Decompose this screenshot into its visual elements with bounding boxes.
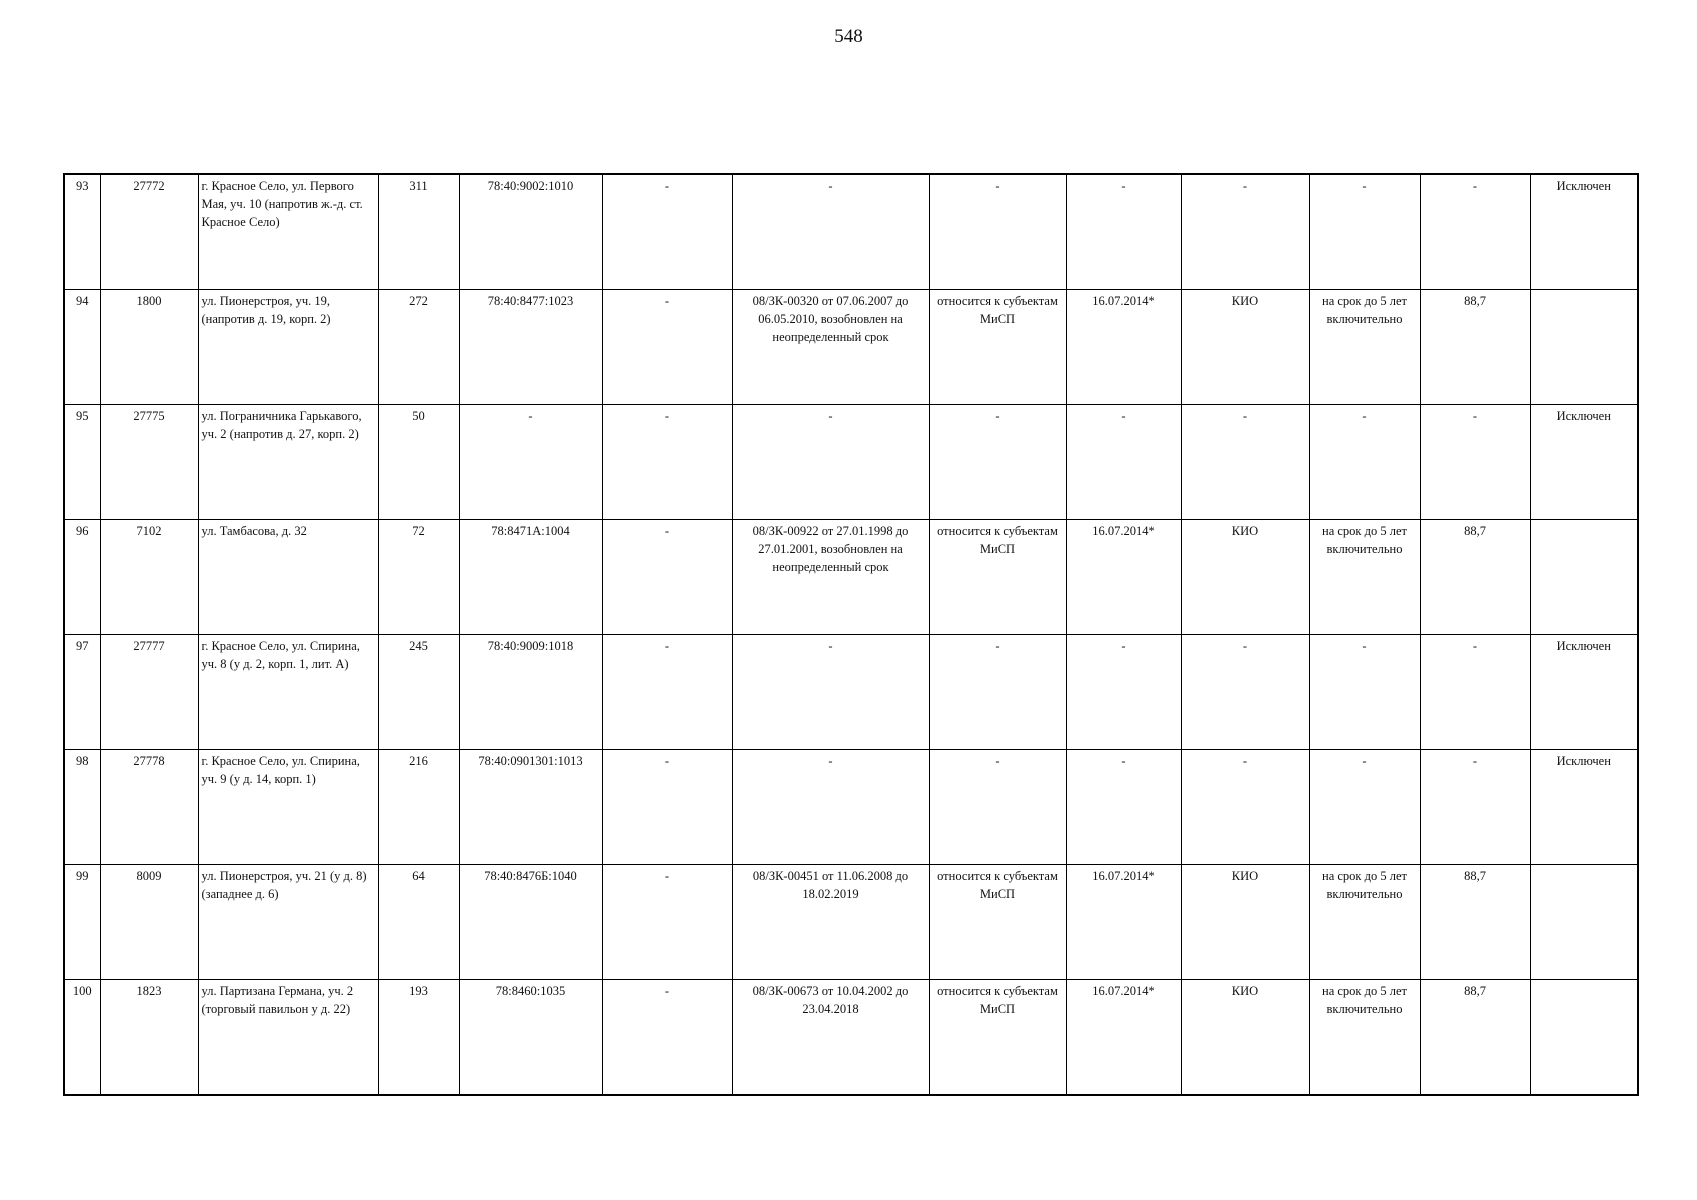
cell-row-number: 94 xyxy=(64,290,100,405)
cell-col-6: - xyxy=(602,980,732,1096)
cell-cadastral-number: - xyxy=(459,405,602,520)
table-row xyxy=(64,980,1638,1096)
cell-authority: КИО xyxy=(1181,290,1309,405)
cell-rate: 88,7 xyxy=(1420,865,1530,980)
cell-address: ул. Пограничника Гарькавого, уч. 2 (напротив д. 27, корп. 2) xyxy=(198,405,378,520)
cell-object-id: 27778 xyxy=(100,750,198,865)
cell-date: 16.07.2014* xyxy=(1066,290,1181,405)
cell-rate: 88,7 xyxy=(1420,980,1530,1096)
cell-term: - xyxy=(1309,405,1420,520)
cell-object-id: 7102 xyxy=(100,520,198,635)
cell-date: - xyxy=(1066,405,1181,520)
cell-status xyxy=(1530,865,1638,980)
cell-row-number: 98 xyxy=(64,750,100,865)
cell-address: ул. Пионерстроя, уч. 19, (напротив д. 19, корп. 2) xyxy=(198,290,378,405)
cell-row-number: 99 xyxy=(64,865,100,980)
cell-rate: - xyxy=(1420,750,1530,865)
table-row xyxy=(64,635,1638,750)
cell-area: 311 xyxy=(378,174,459,290)
cell-row-number: 93 xyxy=(64,174,100,290)
cell-col-6: - xyxy=(602,520,732,635)
cell-address: г. Красное Село, ул. Спирина, уч. 8 (у д. 2, корп. 1, лит. А) xyxy=(198,635,378,750)
cell-area: 50 xyxy=(378,405,459,520)
cell-date: 16.07.2014* xyxy=(1066,980,1181,1096)
cell-contract: 08/ЗК-00320 от 07.06.2007 до 06.05.2010, возобновлен на неопределенный срок xyxy=(732,290,929,405)
cell-term: на срок до 5 лет включительно xyxy=(1309,290,1420,405)
cell-status xyxy=(1530,980,1638,1096)
cell-cadastral-number: 78:8460:1035 xyxy=(459,980,602,1096)
cell-col-6: - xyxy=(602,174,732,290)
cell-cadastral-number: 78:40:0901301:1013 xyxy=(459,750,602,865)
cell-smb-status: - xyxy=(929,635,1066,750)
cell-row-number: 96 xyxy=(64,520,100,635)
cell-col-6: - xyxy=(602,750,732,865)
cell-area: 64 xyxy=(378,865,459,980)
cell-authority: КИО xyxy=(1181,520,1309,635)
cell-contract: - xyxy=(732,405,929,520)
cell-status xyxy=(1530,520,1638,635)
table-row xyxy=(64,520,1638,635)
cell-status xyxy=(1530,290,1638,405)
cell-contract: 08/ЗК-00451 от 11.06.2008 до 18.02.2019 xyxy=(732,865,929,980)
cell-term: - xyxy=(1309,750,1420,865)
table-row xyxy=(64,865,1638,980)
cell-object-id: 1823 xyxy=(100,980,198,1096)
cell-authority: КИО xyxy=(1181,980,1309,1096)
cell-rate: 88,7 xyxy=(1420,520,1530,635)
cell-rate: 88,7 xyxy=(1420,290,1530,405)
cell-col-6: - xyxy=(602,865,732,980)
table-row xyxy=(64,750,1638,865)
cell-date: 16.07.2014* xyxy=(1066,865,1181,980)
cell-row-number: 100 xyxy=(64,980,100,1096)
cell-contract: - xyxy=(732,635,929,750)
cell-authority: - xyxy=(1181,750,1309,865)
cell-contract: - xyxy=(732,174,929,290)
cell-object-id: 27777 xyxy=(100,635,198,750)
cell-authority: КИО xyxy=(1181,865,1309,980)
cell-address: г. Красное Село, ул. Спирина, уч. 9 (у д. 14, корп. 1) xyxy=(198,750,378,865)
cell-col-6: - xyxy=(602,405,732,520)
cell-status: Исключен xyxy=(1530,405,1638,520)
cell-smb-status: относится к субъектам МиСП xyxy=(929,980,1066,1096)
cell-col-6: - xyxy=(602,290,732,405)
cell-term: - xyxy=(1309,635,1420,750)
cell-status: Исключен xyxy=(1530,635,1638,750)
cell-area: 193 xyxy=(378,980,459,1096)
cell-row-number: 97 xyxy=(64,635,100,750)
cell-row-number: 95 xyxy=(64,405,100,520)
cell-authority: - xyxy=(1181,405,1309,520)
cell-smb-status: относится к субъектам МиСП xyxy=(929,290,1066,405)
cell-object-id: 8009 xyxy=(100,865,198,980)
cell-cadastral-number: 78:40:9009:1018 xyxy=(459,635,602,750)
registry-table xyxy=(63,173,1639,1096)
cell-contract: 08/ЗК-00922 от 27.01.1998 до 27.01.2001, возобновлен на неопределенный срок xyxy=(732,520,929,635)
cell-term: на срок до 5 лет включительно xyxy=(1309,865,1420,980)
cell-col-6: - xyxy=(602,635,732,750)
cell-authority: - xyxy=(1181,174,1309,290)
cell-area: 72 xyxy=(378,520,459,635)
table-row xyxy=(64,290,1638,405)
cell-object-id: 1800 xyxy=(100,290,198,405)
cell-contract: 08/ЗК-00673 от 10.04.2002 до 23.04.2018 xyxy=(732,980,929,1096)
cell-date: - xyxy=(1066,174,1181,290)
cell-address: ул. Партизана Германа, уч. 2 (торговый павильон у д. 22) xyxy=(198,980,378,1096)
table-row xyxy=(64,174,1638,290)
cell-address: ул. Пионерстроя, уч. 21 (у д. 8) (западнее д. 6) xyxy=(198,865,378,980)
cell-smb-status: - xyxy=(929,405,1066,520)
cell-object-id: 27775 xyxy=(100,405,198,520)
cell-area: 216 xyxy=(378,750,459,865)
cell-rate: - xyxy=(1420,174,1530,290)
cell-smb-status: - xyxy=(929,750,1066,865)
cell-status: Исключен xyxy=(1530,750,1638,865)
table-row xyxy=(64,405,1638,520)
cell-rate: - xyxy=(1420,405,1530,520)
cell-area: 245 xyxy=(378,635,459,750)
cell-cadastral-number: 78:8471А:1004 xyxy=(459,520,602,635)
cell-authority: - xyxy=(1181,635,1309,750)
cell-status: Исключен xyxy=(1530,174,1638,290)
cell-rate: - xyxy=(1420,635,1530,750)
cell-term: на срок до 5 лет включительно xyxy=(1309,980,1420,1096)
cell-address: ул. Тамбасова, д. 32 xyxy=(198,520,378,635)
cell-date: 16.07.2014* xyxy=(1066,520,1181,635)
cell-term: на срок до 5 лет включительно xyxy=(1309,520,1420,635)
page-number: 548 xyxy=(834,26,863,47)
cell-object-id: 27772 xyxy=(100,174,198,290)
cell-contract: - xyxy=(732,750,929,865)
cell-address: г. Красное Село, ул. Первого Мая, уч. 10 (напротив ж.-д. ст. Красное Село) xyxy=(198,174,378,290)
cell-area: 272 xyxy=(378,290,459,405)
cell-term: - xyxy=(1309,174,1420,290)
cell-cadastral-number: 78:40:8477:1023 xyxy=(459,290,602,405)
cell-cadastral-number: 78:40:8476Б:1040 xyxy=(459,865,602,980)
cell-date: - xyxy=(1066,635,1181,750)
cell-cadastral-number: 78:40:9002:1010 xyxy=(459,174,602,290)
cell-smb-status: относится к субъектам МиСП xyxy=(929,520,1066,635)
cell-smb-status: - xyxy=(929,174,1066,290)
cell-smb-status: относится к субъектам МиСП xyxy=(929,865,1066,980)
cell-date: - xyxy=(1066,750,1181,865)
